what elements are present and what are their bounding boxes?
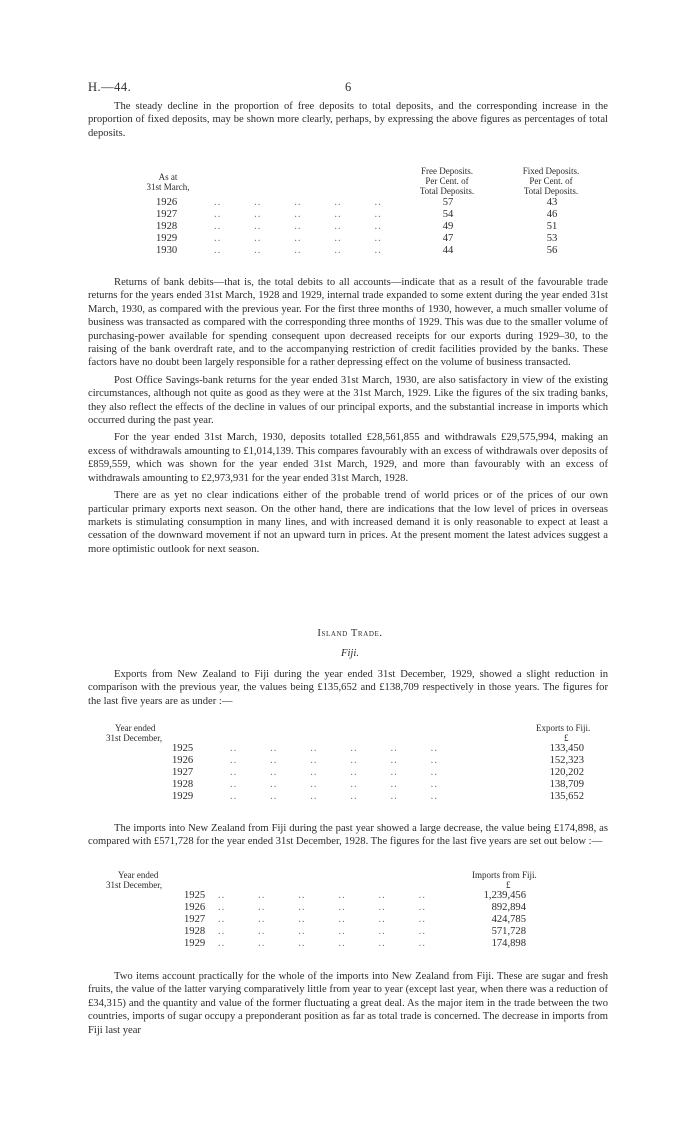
imports-col-year-header-1: Year ended [118, 870, 159, 880]
fixed-deposits-header-1: Fixed Deposits. [522, 166, 580, 176]
deposits-row: 1927 .. .. .. .. .. 54 46 [88, 209, 608, 221]
exports-row: 1927 .. .. .. .. .. .. 120,202 [172, 767, 584, 778]
exports-year: 1929 [172, 791, 194, 802]
free-deposits-percent: 47 [442, 233, 454, 244]
deposits-year: 1930 [156, 245, 178, 256]
exports-value: 135,652 [549, 791, 584, 802]
imports-year: 1929 [184, 938, 206, 949]
exports-row: 1925 .. .. .. .. .. .. 133,450 [172, 743, 584, 754]
deposits-year: 1929 [156, 233, 178, 244]
report-code: H.—44. [88, 80, 132, 94]
exports-row: 1928 .. .. .. .. .. .. 138,709 [172, 779, 584, 790]
imports-value: 174,898 [491, 938, 526, 949]
fixed-deposits-percent: 46 [546, 209, 558, 220]
page-number: 6 [345, 80, 352, 94]
intro-paragraph: The steady decline in the proportion of free deposits to total deposits, and the corresponding increase in the proportion of fixed deposits, may be shown more clearly, perhaps, by expressing the above figures as percentages of total deposits. [88, 101, 608, 139]
imports-col-year-header-2: 31st December, [106, 880, 163, 890]
fixed-deposits-percent: 51 [546, 221, 558, 232]
exports-year: 1925 [172, 743, 194, 754]
imports-row: 1926 .. .. .. .. .. .. 892,894 [184, 902, 526, 913]
fixed-deposits-header-2: Per Cent. of [529, 176, 573, 186]
exports-year: 1926 [172, 755, 194, 766]
sub-heading-fiji: Fiji. [341, 648, 359, 659]
free-deposits-percent: 57 [442, 197, 454, 208]
free-deposits-header-2: Per Cent. of [425, 176, 469, 186]
imports-year: 1925 [184, 890, 206, 901]
imports-year: 1927 [184, 914, 206, 925]
deposits-col-year-header-1: As at [158, 172, 178, 182]
free-deposits-header-1: Free Deposits. [421, 166, 473, 176]
exports-col-year-header-1: Year ended [115, 723, 156, 733]
free-deposits-percent: 54 [442, 209, 454, 220]
imports-row: 1928 .. .. .. .. .. .. 571,728 [184, 926, 526, 937]
free-deposits-percent: 49 [442, 221, 454, 232]
exports-value: 152,323 [549, 755, 584, 766]
exports-text-block [88, 668, 608, 712]
savings-bank-paragraph: Post Office Savings-bank returns for the year ended 31st March, 1930, are also satisfactory in view of the existing circumstances, although not quite as good as they were at the 31st March, 1929. Like the figures of the six trading banks, they also reflect the effects of the decline in values of our principal exports, and the substantial increase in imports which occurred during the past year. [88, 374, 608, 427]
fixed-deposits-percent: 56 [546, 245, 558, 256]
exports-value-header: Exports to Fiji. [536, 723, 591, 733]
deposits-withdrawals-paragraph: For the year ended 31st March, 1930, deposits totalled £28,561,855 and withdrawals £29,575,994, making an excess of withdrawals amounting to £1,014,139. This compares favourably with an excess of withdrawals over deposits of £859,559, which was shown for the year ended 31st March, 1929, and more than favourably with an excess of withdrawals amounting to £2,973,931 for the year ended 31st March, 1928. [88, 432, 608, 484]
exports-row: 1926 .. .. .. .. .. .. 152,323 [172, 755, 584, 766]
exports-value: 133,450 [549, 743, 584, 754]
imports-year: 1928 [184, 926, 206, 937]
banking-text-block [88, 276, 608, 560]
section-heading-island-trade: Island Trade. [317, 628, 383, 639]
imports-value: 1,239,456 [483, 890, 526, 901]
imports-value: 892,894 [491, 902, 526, 913]
exports-col-year-header-2: 31st December, [106, 733, 163, 743]
imports-text-block [88, 822, 608, 853]
exports-value: 138,709 [549, 779, 584, 790]
deposits-col-year-header-2: 31st March, [146, 182, 190, 192]
deposits-row: 1926 .. .. .. .. .. 57 43 [88, 197, 608, 209]
imports-value: 571,728 [491, 926, 526, 937]
imports-row: 1927 .. .. .. .. .. .. 424,785 [184, 914, 526, 925]
intro-text-block [88, 100, 608, 144]
deposits-year: 1928 [156, 221, 178, 232]
sugar-fruits-paragraph: Two items account practically for the whole of the imports into New Zealand from Fiji. These are sugar and fresh fruits, the value of the latter varying comparatively little from year to year (except last year, when there was a reduction of £34,315) and the quantity and value of the former fluctuating a great deal. As the major item in the trade between the two countries, imports of sugar occupy a preponderant position as far as total trade is concerned. The decrease in imports from Fiji last year [88, 971, 608, 1036]
exports-row: 1929 .. .. .. .. .. .. 135,652 [172, 791, 584, 802]
fixed-deposits-header-3: Total Deposits. [523, 186, 579, 196]
deposits-row: 1928 .. .. .. .. .. 49 51 [88, 221, 608, 233]
deposits-row: 1930 .. .. .. .. .. 44 56 [88, 245, 608, 257]
imports-value-header: Imports from Fiji. [472, 870, 537, 880]
exports-currency-header: £ [564, 733, 569, 743]
bank-debits-paragraph: Returns of bank debits—that is, the total debits to all accounts—indicate that as a result of the favourable trade returns for the years ended 31st March, 1928 and 1929, internal trade expanded to some extent during the year ended 31st March, 1930, as compared with the previous year. For the first three months of 1930, however, a much smaller volume of business was transacted as compared with the corresponding three months of 1929. This was due to the smaller volume of purchasing-power available for spending consequent upon decreased receipts for our exports during 1929–30, to the raising of the bank overdraft rate, and to the accompanying restriction of credit facilities provided by the banks. These factors have no doubt been largely responsible for a rather depressing effect on the volume of business transacted. [88, 277, 608, 369]
deposits-year: 1926 [156, 197, 178, 208]
exports-year: 1928 [172, 779, 194, 790]
exports-year: 1927 [172, 767, 194, 778]
fixed-deposits-percent: 53 [546, 233, 558, 244]
free-deposits-header-3: Total Deposits. [419, 186, 475, 196]
imports-paragraph: The imports into New Zealand from Fiji during the past year showed a large decrease, the value being £174,898, as compared with £571,728 for the year ended 31st December, 1928. The figures for the last five years are set out below :— [88, 823, 608, 848]
world-prices-paragraph: There are as yet no clear indications either of the probable trend of world prices or of the prices of our own particular primary exports next season. On the other hand, there are indications that the low level of prices in overseas markets is stimulating consumption in many lines, and with increased demand it is only reasonable to expect at least a cessation of the downward movement if not an upward turn in prices. At the present moment the latest advices suggest a more optimistic outlook for next season. [88, 490, 608, 555]
imports-year: 1926 [184, 902, 206, 913]
deposits-year: 1927 [156, 209, 178, 220]
deposits-row: 1929 .. .. .. .. .. 47 53 [88, 233, 608, 245]
imports-currency-header: £ [506, 880, 511, 890]
imports-value: 424,785 [491, 914, 526, 925]
imports-row: 1929 .. .. .. .. .. .. 174,898 [184, 938, 526, 949]
imports-row: 1925 .. .. .. .. .. .. 1,239,456 [184, 890, 526, 901]
final-text-block [88, 970, 608, 1041]
exports-paragraph: Exports from New Zealand to Fiji during the year ended 31st December, 1929, showed a slight reduction in comparison with the previous year, the values being £135,652 and £138,709 respectively in those years. The figures for the last five years are as under :— [88, 669, 608, 707]
exports-value: 120,202 [549, 767, 584, 778]
free-deposits-percent: 44 [442, 245, 454, 256]
fixed-deposits-percent: 43 [546, 197, 558, 208]
